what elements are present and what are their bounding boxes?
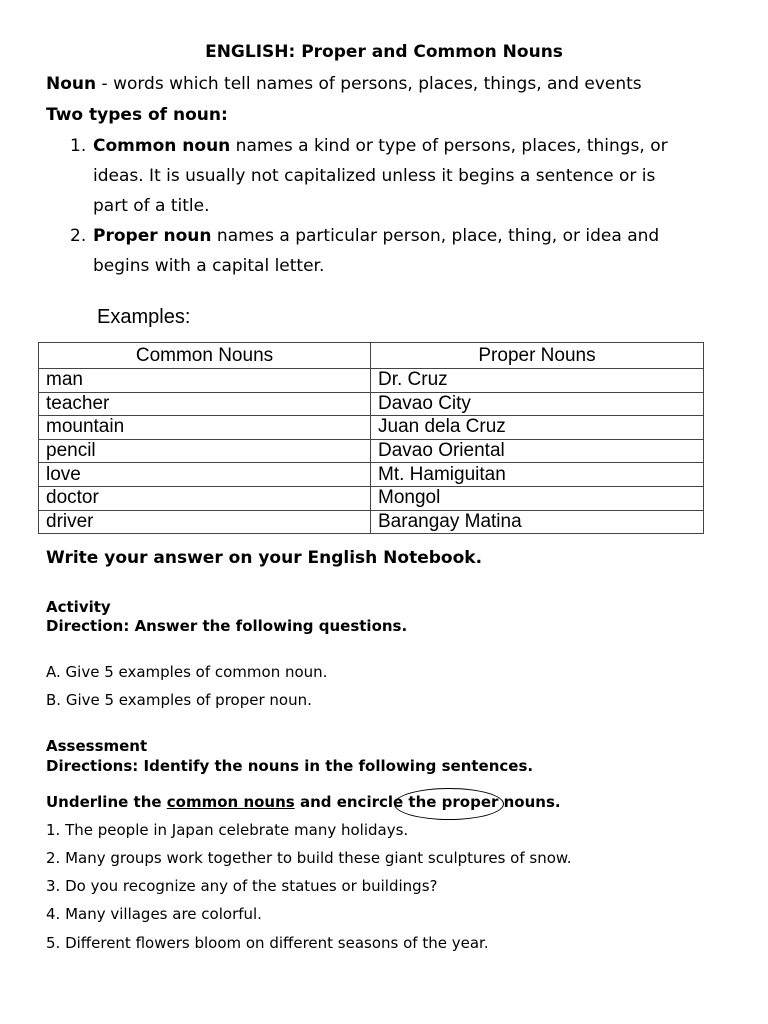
activity-direction: Direction: Answer the following questions. (46, 617, 408, 635)
proper-noun-cell: Mongol (371, 486, 704, 510)
proper-noun-cell: Dr. Cruz (371, 369, 704, 393)
assessment-item: 5. Different flowers bloom on different seasons of the year. (46, 934, 489, 952)
common-noun-cell: doctor (39, 486, 371, 510)
proper-noun-line-1 (93, 226, 659, 246)
assessment-item: 3. Do you recognize any of the statues or buildings? (46, 877, 438, 895)
common-noun-term: Common noun (93, 136, 231, 156)
proper-noun-cell: Mt. Hamiguitan (371, 463, 704, 487)
proper-noun-cell: Davao Oriental (371, 439, 704, 463)
assessment-item: 4. Many villages are colorful. (46, 905, 262, 923)
noun-term: Noun (46, 74, 97, 94)
table-row (39, 510, 704, 534)
underlined-common-nouns: common nouns (166, 793, 295, 811)
activity-item: A. Give 5 examples of common noun. (46, 663, 328, 681)
assessment-heading: Assessment (46, 737, 148, 755)
table-row (39, 392, 704, 416)
instruction-part-2: and encircle the proper nouns. (294, 793, 561, 811)
examples-label: Examples: (97, 306, 191, 328)
proper-noun-term: Proper noun (93, 226, 212, 246)
table-row (39, 439, 704, 463)
examples-table (38, 342, 704, 534)
activity-item: B. Give 5 examples of proper noun. (46, 691, 312, 709)
header-common-nouns: Common Nouns (39, 343, 371, 369)
table-row (39, 463, 704, 487)
proper-noun-cell: Barangay Matina (371, 510, 704, 534)
write-answer-note: Write your answer on your English Notebook. (46, 548, 483, 568)
noun-definition-text: - words which tell names of persons, places, things, and events (96, 74, 642, 94)
instruction-part-1: Underline the (46, 793, 167, 811)
assessment-direction: Directions: Identify the nouns in the following sentences. (46, 757, 534, 775)
common-noun-line-1 (93, 136, 668, 156)
proper-noun-line-2: begins with a capital letter. (93, 256, 325, 276)
common-noun-cell: love (39, 463, 371, 487)
proper-noun-text: names a particular person, place, thing, or idea and (211, 226, 660, 246)
common-noun-cell: driver (39, 510, 371, 534)
table-header-row (39, 343, 704, 369)
proper-noun-cell: Davao City (371, 392, 704, 416)
proper-noun-cell: Juan dela Cruz (371, 416, 704, 440)
common-noun-line-2: ideas. It is usually not capitalized unless it begins a sentence or is (93, 166, 656, 186)
common-noun-cell: pencil (39, 439, 371, 463)
header-proper-nouns: Proper Nouns (371, 343, 704, 369)
common-noun-cell: man (39, 369, 371, 393)
list-number: 2. (70, 226, 87, 246)
page-title: ENGLISH: Proper and Common Nouns (205, 42, 563, 62)
activity-heading: Activity (46, 598, 111, 616)
assessment-item: 1. The people in Japan celebrate many holidays. (46, 821, 409, 839)
common-noun-cell: mountain (39, 416, 371, 440)
table-row (39, 369, 704, 393)
assessment-item: 2. Many groups work together to build these giant sculptures of snow. (46, 849, 572, 867)
two-types-heading: Two types of noun: (46, 105, 228, 125)
list-number: 1. (70, 136, 87, 156)
table-row (39, 416, 704, 440)
common-noun-text: names a kind or type of persons, places, things, or (230, 136, 668, 156)
encircle-mark (394, 788, 504, 820)
noun-definition (46, 74, 642, 94)
table-row (39, 486, 704, 510)
common-noun-cell: teacher (39, 392, 371, 416)
common-noun-line-3: part of a title. (93, 196, 210, 216)
